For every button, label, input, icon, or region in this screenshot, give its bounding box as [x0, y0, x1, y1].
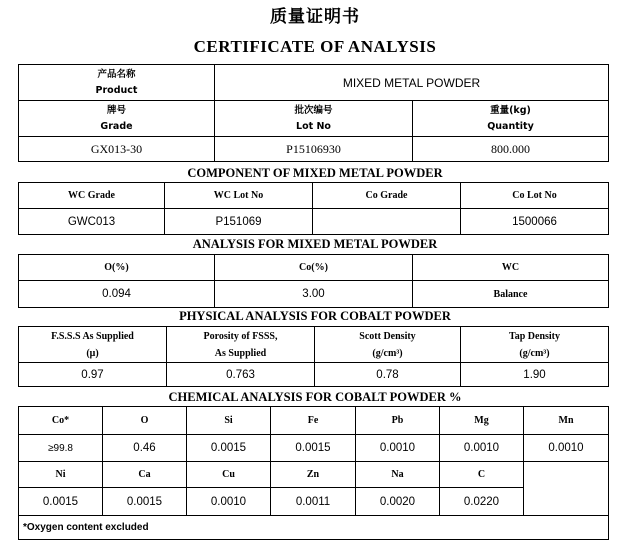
- chem-header-ca: Ca: [103, 462, 187, 488]
- tap-density-header-line1: Tap Density: [508, 330, 561, 342]
- chem-header-mg: Mg: [440, 407, 524, 435]
- scott-density-header: [315, 327, 461, 363]
- chem-value-ni: 0.0015: [19, 488, 103, 516]
- chem-value-cu: 0.0010: [187, 488, 271, 516]
- chem-value-na: 0.0020: [356, 488, 440, 516]
- cobalt-value: 3.00: [215, 281, 413, 308]
- quantity-value: 800.000: [413, 137, 609, 162]
- lot-header: [215, 101, 413, 137]
- chem-value-co: ≥99.8: [19, 435, 103, 462]
- chem-header-si: Si: [187, 407, 271, 435]
- component-title: COMPONENT OF MIXED METAL POWDER: [187, 166, 443, 180]
- porosity-header-line2: As Supplied: [214, 347, 267, 359]
- quantity-header-cn: 重量(kg): [490, 104, 531, 116]
- chem-value-o: 0.46: [103, 435, 187, 462]
- chem-value-pb: 0.0010: [356, 435, 440, 462]
- fsss-header-line1: F.S.S.S As Supplied: [51, 330, 134, 342]
- chem-value-zn: 0.0011: [271, 488, 356, 516]
- oxygen-value: 0.094: [19, 281, 215, 308]
- product-name: MIXED METAL POWDER: [215, 65, 609, 101]
- physical-table: [18, 326, 609, 387]
- tap-density-value: 1.90: [461, 363, 609, 387]
- fsss-header: [19, 327, 167, 363]
- grade-header-en: Grade: [100, 120, 133, 132]
- chem-value-fe: 0.0015: [271, 435, 356, 462]
- wc-value: Balance: [413, 281, 609, 308]
- wc-lot-value: P151069: [165, 209, 313, 235]
- tap-density-header-line2: (g/cm³): [519, 347, 550, 359]
- chem-header-pb: Pb: [356, 407, 440, 435]
- product-table: [18, 64, 609, 162]
- porosity-value: 0.763: [167, 363, 315, 387]
- grade-header-cn: 牌号: [106, 104, 126, 116]
- physical-title: PHYSICAL ANALYSIS FOR COBALT POWDER: [179, 309, 451, 323]
- porosity-header: [167, 327, 315, 363]
- quantity-header: [413, 101, 609, 137]
- wc-grade-header: WC Grade: [19, 183, 165, 209]
- scott-density-value: 0.78: [315, 363, 461, 387]
- chem-header-na: Na: [356, 462, 440, 488]
- chem-value-mg: 0.0010: [440, 435, 524, 462]
- co-grade-header: Co Grade: [313, 183, 461, 209]
- chem-value-ca: 0.0015: [103, 488, 187, 516]
- grade-header: [19, 101, 215, 137]
- chemical-table: [18, 406, 609, 540]
- chem-header-o: O: [103, 407, 187, 435]
- oxygen-note: *Oxygen content excluded: [19, 516, 609, 540]
- tap-density-header: [461, 327, 609, 363]
- component-table: [18, 182, 609, 235]
- chem-header-co: Co*: [19, 407, 103, 435]
- scott-density-header-line1: Scott Density: [359, 330, 416, 342]
- porosity-header-line1: Porosity of FSSS,: [203, 330, 278, 342]
- analysis-mixed-title: ANALYSIS FOR MIXED METAL POWDER: [192, 237, 438, 251]
- lot-header-cn: 批次编号: [294, 104, 333, 116]
- chinese-title: 质量证明书: [270, 7, 360, 27]
- chem-header-c: C: [440, 462, 524, 488]
- co-lot-value: 1500066: [461, 209, 609, 235]
- product-label-en: Product: [95, 84, 138, 96]
- wc-grade-value: GWC013: [19, 209, 165, 235]
- fsss-header-line2: (μ): [86, 347, 99, 359]
- chem-empty-cell: [524, 462, 609, 516]
- analysis-mixed-table: [18, 254, 609, 308]
- co-grade-value: [313, 209, 461, 235]
- document-title: CERTIFICATE OF ANALYSIS: [193, 37, 437, 56]
- quantity-header-en: Quantity: [487, 120, 534, 132]
- fsss-value: 0.97: [19, 363, 167, 387]
- chem-header-fe: Fe: [271, 407, 356, 435]
- chem-header-mn: Mn: [524, 407, 609, 435]
- wc-header: WC: [413, 255, 609, 281]
- grade-value: GX013-30: [19, 137, 215, 162]
- cobalt-header: Co(%): [215, 255, 413, 281]
- chem-header-zn: Zn: [271, 462, 356, 488]
- scott-density-header-line2: (g/cm³): [372, 347, 403, 359]
- oxygen-header: O(%): [19, 255, 215, 281]
- co-lot-header: Co Lot No: [461, 183, 609, 209]
- chem-value-si: 0.0015: [187, 435, 271, 462]
- chem-header-ni: Ni: [19, 462, 103, 488]
- wc-lot-header: WC Lot No: [165, 183, 313, 209]
- chem-value-mn: 0.0010: [524, 435, 609, 462]
- product-label-cn: 产品名称: [97, 68, 136, 80]
- chemical-title: CHEMICAL ANALYSIS FOR COBALT POWDER %: [168, 390, 462, 404]
- product-label-cell: [19, 65, 215, 101]
- chem-header-cu: Cu: [187, 462, 271, 488]
- lot-value: P15106930: [215, 137, 413, 162]
- chem-value-c: 0.0220: [440, 488, 524, 516]
- lot-header-en: Lot No: [296, 120, 331, 132]
